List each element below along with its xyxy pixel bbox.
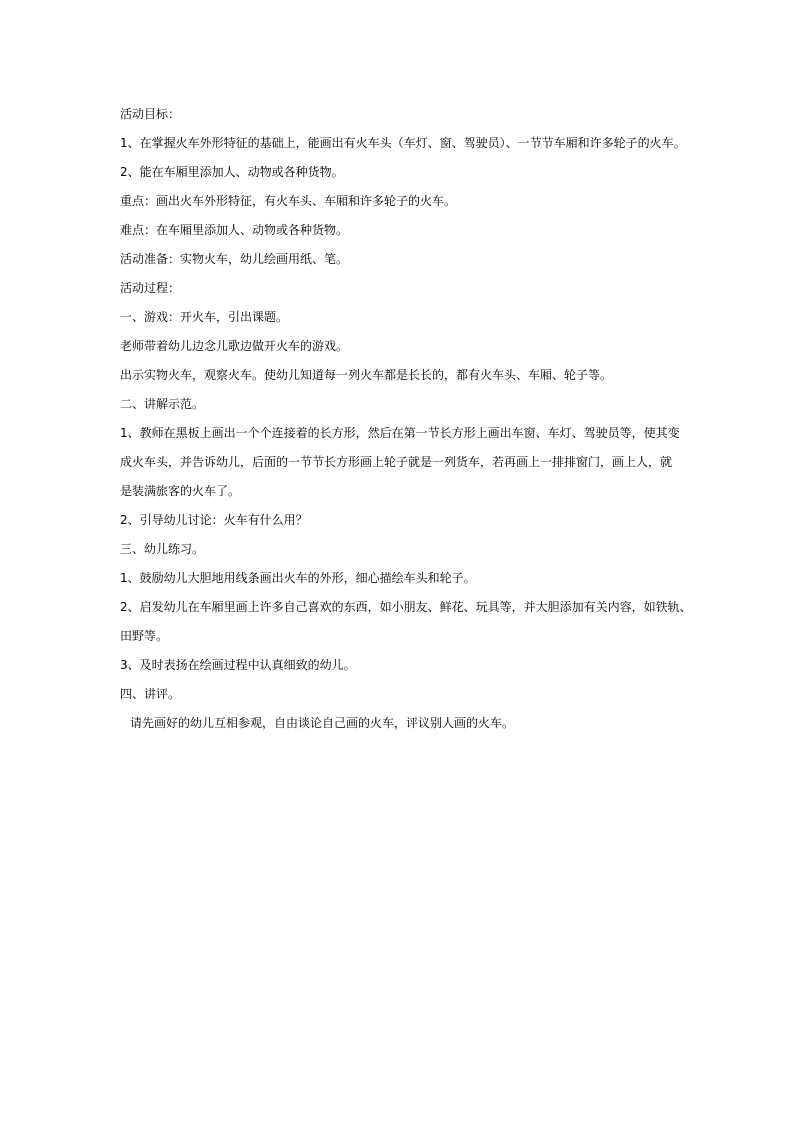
paragraph-practice-2b: 田野等。 xyxy=(120,629,169,643)
paragraph-key-point: 重点：画出火车外形特征，有火车头、车厢和许多轮子的火车。 xyxy=(120,194,457,208)
paragraph-practice-1: 1、鼓励幼儿大胆地用线条画出火车的外形，细心描绘车头和轮子。 xyxy=(120,571,476,585)
section-heading-demo: 二、讲解示范。 xyxy=(120,397,205,411)
section-heading-practice: 三、幼儿练习。 xyxy=(120,542,205,556)
section-heading-game: 一、游戏：开火车，引出课题。 xyxy=(120,310,289,324)
paragraph-practice-2a: 2、启发幼儿在车厢里画上许多自己喜欢的东西，如小朋友、鲜花、玩具等，并大胆添加有关内容，如铁轨、 xyxy=(120,600,692,614)
paragraph-demo-2: 2、引导幼儿讨论：火车有什么用？ xyxy=(120,513,308,527)
paragraph-review: 请先画好的幼儿互相参观，自由谈论自己画的火车，评议别人画的火车。 xyxy=(130,716,515,730)
paragraph-goal-1: 1、在掌握火车外形特征的基础上，能画出有火车头（车灯、窗、驾驶员）、一节节车厢和许多轮子的火车。 xyxy=(120,136,686,150)
paragraph-demo-1a: 1、教师在黑板上画出一个个连接着的长方形，然后在第一节长方形上画出车窗、车灯、驾驶员等，使其变 xyxy=(120,426,680,440)
section-heading-goals: 活动目标： xyxy=(120,107,181,121)
paragraph-game-1: 老师带着幼儿边念儿歌边做开火车的游戏。 xyxy=(120,339,349,353)
section-heading-review: 四、讲评。 xyxy=(120,687,181,701)
document-body xyxy=(120,100,692,738)
paragraph-demo-1b: 成火车头，并告诉幼儿，后面的一节节长方形画上轮子就是一列货车，若再画上一排排窗门，画上人，就 xyxy=(120,455,673,469)
paragraph-practice-3: 3、及时表扬在绘画过程中认真细致的幼儿。 xyxy=(120,658,356,672)
paragraph-preparation: 活动准备：实物火车，幼儿绘画用纸、笔。 xyxy=(120,252,349,266)
paragraph-demo-1c: 是装满旅客的火车了。 xyxy=(120,484,241,498)
paragraph-game-2: 出示实物火车，观察火车。使幼儿知道每一列火车都是长长的，都有火车头、车厢、轮子等。 xyxy=(120,368,613,382)
paragraph-difficulty: 难点：在车厢里添加人、动物或各种货物。 xyxy=(120,223,349,237)
section-heading-process: 活动过程： xyxy=(120,281,181,295)
paragraph-goal-2: 2、能在车厢里添加人、动物或各种货物。 xyxy=(120,165,344,179)
